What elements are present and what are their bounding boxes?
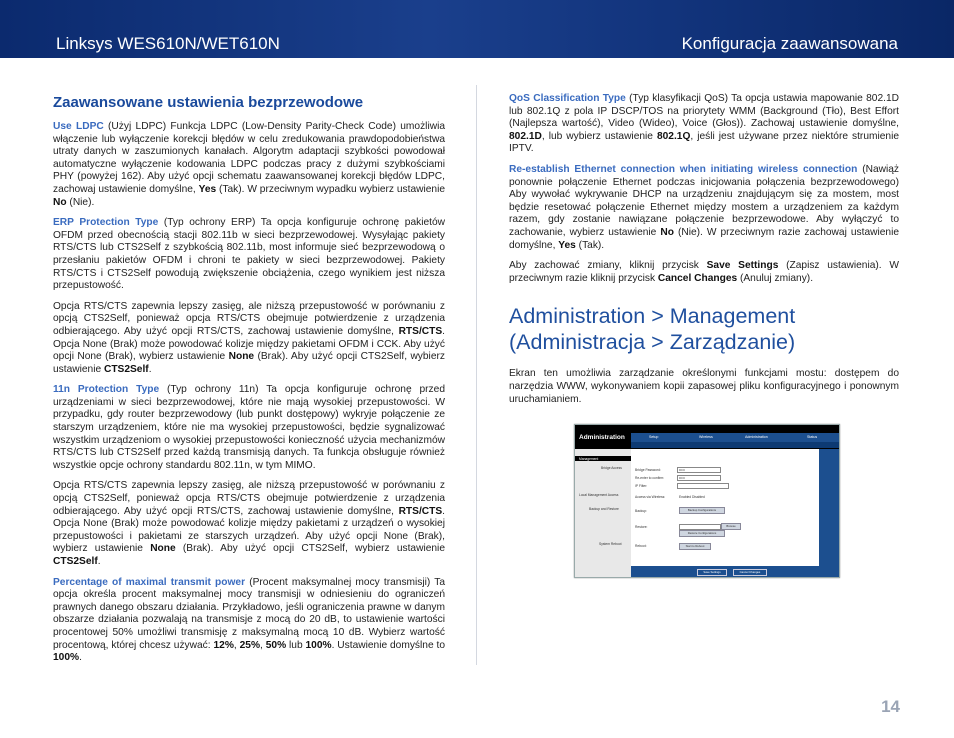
bold-value: No [53,196,67,208]
bold-value: No [660,226,674,238]
text: (Brak). Aby użyć opcji CTS2Self, wybierz ustawienie [53,351,445,375]
product-title: Linksys WES610N/WET610N [56,34,280,53]
left-column [53,94,445,673]
start-reboot-button[interactable]: Start to Reboot [679,543,711,550]
label-bridge-access: Bridge Access [601,466,622,470]
text: . Opcja None (Brak) może powodować kolizje między pakietami z urządzeń o wysokiej przepustowości i pakietami ze starszych urządzeń. Aby użyć opcji None (Brak), wybierz ustawienie [53,505,445,555]
chapter-heading [509,303,899,355]
label-local-management: Local Management Access [579,493,619,497]
tab-setup[interactable]: Setup [649,435,659,439]
term-qos: QoS Classification Type [509,93,626,104]
paragraph-rts-cts-2 [53,480,445,568]
field-label-reboot: Reboot: [635,544,647,548]
term-reestablish: Re-establish Ethernet connection when initiating wireless connection [509,163,858,175]
page-number: 14 [881,697,900,716]
text: (Tak). [575,239,605,251]
paragraph-reestablish [509,164,899,252]
screenshot-subbar [631,442,839,448]
text: , lub wybierz ustawienie [541,130,657,142]
tab-wireless[interactable]: Wireless [699,435,713,439]
cancel-changes-button[interactable]: Cancel Changes [733,569,767,576]
management-screenshot [574,424,840,578]
paragraph-erp-protection [53,217,445,293]
save-settings-button[interactable]: Save Settings [697,569,727,576]
text: (Użyj LDPC) Funkcja LDPC (Low-Density Parity-Check Code) umożliwia włączenie lub wyłączenie korekcji błędów w celu zredukowania prawdopodobieństwa utraty danych w zaszumionych kanałach. Algorytm adaptacji szybkości powodował automatyczne wyłączenie kodowania LDPC podczas pracy z dużymi szybkościami PHY (powyżej 162). Aby użyć opcji schematu zaawansowanej korekcji błędów LDPC, zachowaj ustawienie domyślne, [53,121,445,195]
bold-value: 25% [239,639,260,651]
section-label: Management [579,456,599,461]
bold-value: RTS/CTS [398,325,443,337]
screenshot-title: Administration [579,434,625,441]
wireless-access-radios[interactable]: Enabled Disabled [679,495,705,499]
screenshot-right-strip [819,449,839,577]
right-column [509,93,899,414]
bold-value: 802.1Q [656,130,691,142]
field-label-backup: Backup: [635,509,647,513]
label-system-reboot: System Reboot [599,542,622,546]
text: (Zapisz ustawienia). W przeciwnym razie kliknij przycisk [509,260,899,284]
paragraph-rts-cts-1 [53,301,445,377]
text: Opcja RTS/CTS zapewnia lepszy zasięg, ale niższą przepustowość w porównaniu z opcją CTS2Self, ponieważ opcja RTS/CTS obejmuje potwierdzenie z urządzenia odbierającego. Aby użyć opcji RTS/CTS, zachowaj ustawienie domyślne, [53,300,445,337]
text: lub [286,639,306,651]
field-label-restore: Restore: [635,525,648,529]
text: (Procent maksymalnej mocy transmisji) Ta opcja określa procent maksymalnej mocy transmisji w odniesieniu do ograniczeń prawnych danego obszaru działania. Przykładowo, jeśli ograniczenia prawne w danym obszarze działania pozwalają na transmisje z mocą do 20 dB, to ustawienie wartości procentowej 50% umożliwi transmisję z maksymalną mocą 10 dB. Wybierz wartość procentową, której chcesz używać: [53,576,446,651]
text: (Nie). [66,196,95,208]
paragraph-save [509,260,899,285]
text: . [79,652,82,664]
text: . Ustawienie domyślne to [331,639,446,651]
password-input[interactable] [677,467,721,473]
restore-configurations-button[interactable]: Restore Configurations [679,530,725,537]
term-transmit-power: Percentage of maximal transmit power [53,576,246,588]
term-use-ldpc: Use LDPC [53,121,104,132]
text: (Anuluj zmiany). [737,272,814,284]
tab-administration[interactable]: Administration [745,435,768,439]
label-backup-restore: Backup and Restore [589,507,619,511]
bold-value: Save Settings [706,260,779,272]
bold-value: 100% [53,652,80,664]
field-label-ip-filter: IP Filter: [635,484,648,488]
paragraph-11n-protection [53,384,445,472]
confirm-password-input[interactable] [677,475,721,481]
text: (Nawiąż ponownie połączenie Ethernet podczas inicjowania połączenia bezprzewodowego) Aby wywołać wykrywanie DHCP na urządzeniu znajdującym się za mostem, most będzie resetować połączenie Ethernet między mostem a urządzeniem za każdym razem, gdy zostanie nawiązane połączenie bezprzewodowe. Aby wyłączyć to zachowanie, wybierz ustawienie [509,163,899,238]
text: (Typ ochrony ERP) Ta opcja konfiguruje ochronę pakietów OFDM przed obecnością stacji 802.11b w sieci bezprzewodowej. Wysyłając pakiety RTS/CTS lub CTS2Self z szybkością 802.11b, most informuje sieć bezprzewodową o przesłaniu pakietów OFDM i chroni te pakiety w sieci bezprzewodowej. Pakiety RTS/CTS i CTS2Self powodują zwiększenie obciążenia, czego wynikiem jest niższa przepustowość. [53,217,445,292]
bold-value: Yes [198,183,217,195]
chapter-title: Konfiguracja zaawansowana [681,34,898,53]
password-mask: ••••• [679,476,685,480]
page-header [0,0,954,58]
heading-line-2: (Administracja > Zarządzanie) [509,330,796,355]
text: Opcja RTS/CTS zapewnia lepszy zasięg, ale niższą przepustowość w porównaniu z opcją CTS2Self, ponieważ opcja RTS/CTS obejmuje potwierdzenie z urządzenia odbierającego. Aby użyć opcji RTS/CTS, zachowaj ustawienie domyślne, [53,480,445,517]
browse-button[interactable]: Browse [721,523,741,530]
bold-value: 12% [213,639,234,651]
text: (Typ ochrony 11n) Ta opcja konfiguruje ochronę przed urządzeniami w sieci bezprzewodowej, które nie mają wysokiej przepustowości. W przypadku, gdy router bezprzewodowy (lub punkt dostępowy) wykryje połączenie ze starszym urządzeniem, które nie ma wysokiej przepustowości, będzie sygnalizować wszystkim urządzeniom o wysokiej przepustowości konieczność użycia mechanizmów RTS/CTS lub CTS2Self przed każdą transmisją danych. Ta funkcja obsługuje również wszystkie opcje ochrony standardu 802.11n, w tym MIMO. [53,384,445,471]
field-label-confirm: Re-enter to confirm: [635,476,665,480]
heading-line-1: Administration > Management [509,304,796,329]
bold-value: None [228,351,255,363]
text: Aby zachować zmiany, kliknij przycisk [509,260,707,272]
screenshot-section-bar [575,456,631,461]
bold-value: CTS2Self [103,363,149,375]
text: (Typ klasyfikacji QoS) Ta opcja ustawia mapowanie 802.1D lub 802.1Q z pola IP DSCP/TOS na priorytety WMM (Background (Tło), Best Effort (Najlepsza wartość), Video (Wideo), Voice (Głos)). Zachowaj ustawienie domyślne, [509,93,899,130]
text: , [260,639,266,651]
paragraph-management-intro: Ekran ten umożliwia zarządzanie określonymi funkcjami mostu: dostępem do narzędzia WWW, wykonywaniem kopii zapasowej pliku konfiguracyjnego i ponownym uruchamianiem. [509,368,899,405]
text: . Opcja None (Brak) może powodować kolizje między pakietami OFDM i CCK. Aby użyć opcji None (Brak), wybierz ustawienie [53,325,445,363]
field-label-wireless-access: Access via Wireless: [635,495,666,499]
text: . [148,363,152,375]
backup-configurations-button[interactable]: Backup Configurations [679,507,725,514]
bold-value: 50% [265,639,287,651]
term-erp-protection: ERP Protection Type [53,217,159,229]
text: , jeśli jest używane przez niektóre strumienie IPTV. [509,130,899,155]
paragraph-transmit-power [53,577,445,665]
bold-value: Cancel Changes [657,272,738,284]
section-heading: Zaawansowane ustawienia bezprzewodowe [53,94,364,111]
ip-filter-input[interactable] [677,483,729,489]
column-divider [476,85,477,665]
paragraph-use-ldpc [53,121,445,209]
bold-value: Yes [558,239,576,251]
bold-value: None [150,543,176,555]
text: . [97,556,101,567]
text: , [233,639,240,651]
text: (Brak). Aby użyć opcji CTS2Self, wybierz ustawienie [175,543,445,555]
text: (Nie). W przeciwnym razie zachowaj ustawienie domyślne, [509,226,899,251]
field-label-password: Bridge Password: [635,468,661,472]
bold-value: 802.1D [509,130,542,142]
screenshot-footer [631,566,819,577]
bold-value: RTS/CTS [398,505,443,517]
term-11n-protection: 11n Protection Type [53,384,160,396]
tab-status[interactable]: Status [807,435,818,439]
password-mask: ••••• [679,468,685,472]
text: (Tak). W przeciwnym wypadku wybierz ustawienie [216,183,445,195]
bold-value: 100% [305,639,332,651]
paragraph-qos [509,93,899,156]
bold-value: CTS2Self [53,556,98,567]
